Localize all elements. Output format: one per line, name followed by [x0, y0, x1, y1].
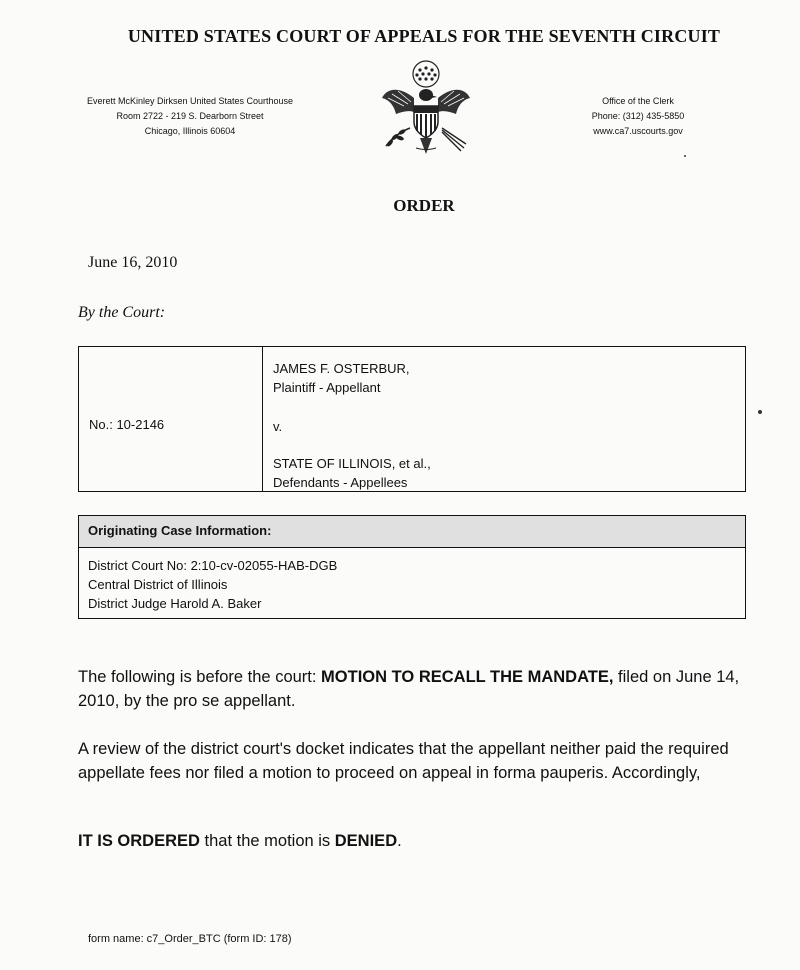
clerk-contact: [558, 94, 718, 139]
court-name: UNITED STATES COURT OF APPEALS FOR THE SEVENTH CIRCUIT: [127, 26, 721, 46]
versus: v.: [273, 419, 283, 434]
denied: DENIED: [334, 832, 398, 850]
p1-lead: The following is before the court:: [78, 668, 322, 686]
clerk-website: www.ca7.uscourts.gov: [593, 126, 683, 136]
plaintiff-name: JAMES F. OSTERBUR,: [273, 361, 410, 376]
form-name-footer: form name: c7_Order_BTC (form ID: 178): [88, 933, 292, 945]
case-caption-box: [78, 346, 746, 492]
address-line: Room 2722 - 219 S. Dearborn Street: [116, 111, 264, 121]
plaintiff: [273, 359, 410, 397]
motion-title: MOTION TO RECALL THE MANDATE,: [321, 668, 614, 686]
it-is-ordered: IT IS ORDERED: [78, 832, 200, 850]
address-line: Everett McKinley Dirksen United States Courthouse: [86, 96, 294, 106]
by-the-court: By the Court:: [78, 304, 166, 321]
district-name: Central District of Illinois: [88, 577, 228, 592]
scan-speck: [684, 155, 686, 157]
paragraph-review: A review of the district court's docket indicates that the appellant neither paid the required appellate fees nor filed a motion to proceed on appeal in forma pauperis. Accordingly,: [78, 740, 729, 782]
scan-speck: [758, 410, 762, 414]
paragraph-ruling: [78, 829, 758, 853]
caption-divider: [262, 347, 263, 491]
district-judge: District Judge Harold A. Baker: [88, 596, 262, 611]
order-title: ORDER: [393, 196, 455, 215]
defendant: [273, 454, 431, 492]
courthouse-address: [40, 94, 340, 139]
plaintiff-role: Plaintiff - Appellant: [273, 380, 381, 395]
district-court-number: District Court No: 2:10-cv-02055-HAB-DGB: [88, 558, 338, 573]
defendant-role: Defendants - Appellees: [273, 475, 408, 490]
ruling-end: .: [397, 832, 402, 850]
clerk-phone: Phone: (312) 435-5850: [591, 111, 685, 121]
originating-header: [79, 516, 745, 548]
originating-details: [88, 556, 337, 613]
order-date: June 16, 2010: [88, 254, 178, 271]
defendant-name: STATE OF ILLINOIS, et al.,: [273, 456, 431, 471]
case-number: No.: 10-2146: [89, 417, 165, 432]
ruling-middle: that the motion is: [199, 832, 335, 850]
clerk-office: Office of the Clerk: [602, 96, 674, 106]
originating-heading: Originating Case Information:: [88, 523, 272, 538]
great-seal-eagle-icon: [376, 58, 476, 162]
originating-case-box: [78, 515, 746, 619]
address-line: Chicago, Illinois 60604: [144, 126, 236, 136]
p1-tail: filed on June 14, 2010, by the pro se appellant.: [78, 668, 740, 710]
paragraph-motion: [78, 665, 758, 713]
